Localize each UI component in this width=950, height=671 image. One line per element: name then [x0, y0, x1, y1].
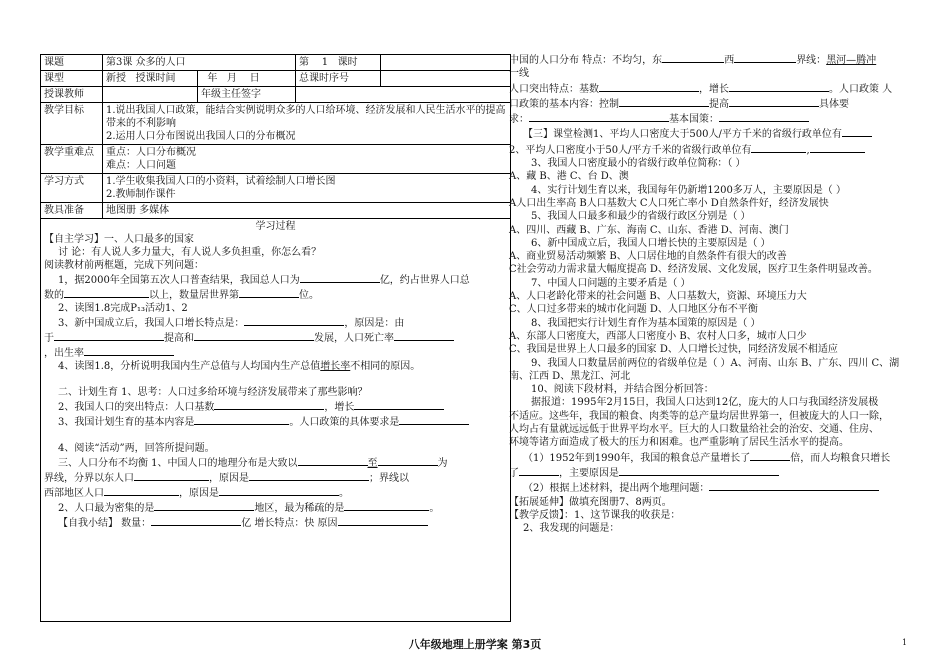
label-teacher: 授课教师	[41, 87, 103, 103]
r-test-2: 2、平均人口密度小于50人/平方千米的省级行政单位有	[509, 144, 752, 156]
r-q10-1: （1）1952年到1990年，我国的粮食总产量增长了	[523, 452, 751, 464]
page-number: 1	[902, 638, 908, 647]
r-material-2: 不适应。这些年，我国的粮食、肉类等的总产量均居世界第一，但被庞大的人口一除，	[509, 410, 889, 422]
r-test-7: 7、中国人口问题的主要矛盾是（ ）	[531, 277, 691, 289]
lesson-table	[40, 54, 511, 622]
sign-label: 年级主任签字	[198, 87, 296, 103]
blank-field[interactable]	[84, 345, 174, 356]
session-number: 1	[321, 57, 329, 68]
blank-field[interactable]	[734, 52, 796, 63]
r-feedback: 【教学反馈】：1、这节课我的收获是：	[509, 509, 681, 521]
blank-field[interactable]	[719, 111, 809, 122]
focus-difficulty: 难点：人口问题	[106, 160, 176, 171]
sec2-q3-b: 。人口政策的具体要求是	[289, 417, 400, 428]
r-test-5-options: A、四川、西藏 B、广东、海南 C、山东、香港 D、河南、澳门	[509, 224, 789, 236]
lesson-type: 新授	[106, 73, 126, 84]
row-tools	[41, 203, 511, 219]
row-method	[41, 174, 511, 203]
r-q10-1-c: 了	[509, 467, 519, 479]
r-test-3-options: A、藏 B、港 C、台 D、澳	[509, 171, 629, 183]
seq-label: 总课时序号	[296, 71, 381, 87]
year-label: 年	[207, 73, 218, 84]
r-feature-c: 。人口政策 人	[829, 83, 893, 95]
method-2: 2.教师制作课件	[106, 189, 176, 200]
blank-field[interactable]	[151, 515, 241, 526]
blank-field[interactable]	[194, 414, 289, 425]
r-policy-b: 提高	[709, 98, 729, 110]
blank-field[interactable]	[729, 81, 829, 92]
r-boundary-line-b: 一线	[509, 68, 529, 80]
sec2-q2: 2、我国人口的突出特点：人口基数	[58, 402, 215, 413]
r-material-4: 环境等诸方面造成了极大的压力和困难。也严重影响了居民生活水平的提高。	[509, 437, 849, 449]
blank-field[interactable]	[619, 96, 709, 107]
r-test-4-options: A人口出生率高 B人口基数大 C人口死亡率小 D自然条件好，经济发展快	[509, 197, 829, 209]
r-distribution-c: 界线：	[796, 55, 827, 66]
q3-text-d: 提高和	[164, 333, 194, 344]
blank-field[interactable]	[394, 330, 454, 341]
q3-text-b: ，原因是：由	[344, 318, 405, 329]
label-tools: 教具准备	[41, 203, 103, 219]
label-method: 学习方式	[41, 174, 103, 203]
blank-field[interactable]	[354, 399, 444, 410]
sec3-q1-i: 。	[339, 488, 349, 499]
q3-text-f: ，出生率	[44, 348, 84, 359]
r-test-7-options-a: A、人口老龄化带来的社会问题 B、人口基数大，资源、环境压力大	[509, 291, 807, 303]
q2-text: 2、读图1.8完成P₁₃活动1、2	[58, 303, 188, 314]
sec3-q1-b: 至	[367, 458, 378, 469]
q3-text-e: 发展，人口死亡率	[314, 333, 394, 344]
method-1: 1.学生收集我国人口的小资料，试着绘制人口增长图	[106, 176, 336, 187]
r-material-3: 人均占有量就远远低于世界平均水平。巨大的人口数量给社会的治安、交通、住房、	[509, 424, 879, 436]
blank-field[interactable]	[810, 142, 865, 153]
r-test-8-options-b: C、我国是世界上人口最多的国家 D、人口增长过快，同经济发展不相适应	[509, 344, 838, 356]
blank-field[interactable]	[378, 455, 438, 466]
row-focus	[41, 145, 511, 174]
blank-field[interactable]	[842, 126, 872, 137]
r-policy-e: 基本国策：	[669, 114, 719, 126]
blank-field[interactable]	[134, 470, 209, 481]
r-distribution: 中国的人口分布 特点：不均匀，东	[509, 55, 663, 66]
discussion: 讨 论：有人说人多力量大，有人说人多负担重，你怎么看？	[58, 247, 322, 258]
blank-field[interactable]	[194, 330, 314, 341]
blank-field[interactable]	[54, 330, 164, 341]
r-test-7-options-b: C、人口过多带来的城市化问题 D、人口地区分布不平衡	[509, 304, 758, 316]
q4-text-b: 不相同的原因。	[350, 361, 421, 372]
month-label: 月	[226, 73, 237, 84]
blank-field[interactable]	[104, 485, 179, 496]
label-goals: 教学目标	[41, 103, 103, 145]
r-test-9-options: 南、江西 D、黑龙江、河北	[509, 370, 631, 382]
row-process	[41, 219, 511, 622]
sec3-q2: 2、人口最为密集的是	[58, 503, 155, 514]
focus-key: 重点：人口分布概况	[106, 147, 196, 158]
page-footer: 八年级地理上册学案 第3页	[408, 638, 542, 651]
r-test-4: 4、实行计划生育以来，我国每年仍新增1200多万人，主要原因是（ ）	[531, 184, 846, 196]
session-cell	[296, 55, 381, 71]
r-test-10: 10、阅读下段材料，并结合图分析回答：	[531, 384, 714, 396]
sec3-q1-c: 为	[437, 458, 448, 469]
goal-1: 1.说出我国人口政策，能结合实例说明众多的人口给环境、经济发展和人民生活水平的提高带来的不利影响	[106, 105, 506, 129]
blank-field[interactable]	[219, 485, 339, 496]
label-type: 课型	[41, 71, 103, 87]
r-test-5: 5、我国人口最多和最少的省级行政区分别是（ ）	[531, 211, 751, 223]
blank-field[interactable]	[529, 111, 669, 122]
q1-text-b: 亿，约占世界人口总	[379, 275, 470, 286]
r-policy: 口政策的基本内容：控制	[509, 98, 619, 110]
session-suffix: 课时	[337, 57, 358, 68]
label-focus: 教学重难点	[41, 145, 103, 174]
blank-field[interactable]	[750, 450, 790, 461]
r-policy-d: 求：	[509, 114, 529, 126]
blank-field[interactable]	[298, 455, 368, 466]
blank-field[interactable]	[300, 272, 380, 283]
blank-field[interactable]	[64, 287, 149, 298]
blank-field[interactable]	[619, 465, 779, 476]
r-extension: 【拓展延伸】做填充图册7、8两页。	[509, 496, 672, 508]
blank-field[interactable]	[662, 52, 724, 63]
blank-field[interactable]	[729, 96, 819, 107]
lesson-title: 第3课 众多的人口	[103, 55, 296, 71]
summary-b: 亿 增长特点：快 原因	[241, 518, 338, 529]
day-label: 日	[249, 73, 260, 84]
right-column: 中国的人口分布 特点：不均匀，东 西 界线：黑河—腾冲 一线 人口突出特点：基数 ，增长 。人口政策 人 口政策的基本内容：控制 提高 具体要 求： 基本国策： 【三】课堂检测1、平均人口密度大于500人/平方千米的省级行政单位有 2、平均人口密度小于50人/平方千米的省级行政单位有 , 3、我国人口密度最小的省级行政单位简称：（ ） A、藏 B、港 C、台 D、澳 4、实行计划生育以来，我国每年仍新增1200多万人，主要原因是（ ） A人口出生率高 B人口基数大 C人口死亡率小 D自然条件好，经济发展快 5、我国人口最多和最少的省级行政区分别是（ ） A、四川、西藏 B、广东、海南 C、山东、香港 D、河南、澳门 6、新中国成立后，我国人口增长快的主要原因是（ ） A、商业贸易活动频繁 B、人口居住地的自然条件有很大的改善 C社会劳动力需求量大幅度提高 D、经济发展、文化发展，医疗卫生条件明显改善。 7、中国人口问题的主要矛盾是（ ） A、人口老龄化带来的社会问题 B、人口基数大，资源、环境压力大 C、人口过多带来的城市化问题 D、人口地区分布不平衡 8、我国把实行计划生育作为基本国策的原因是（ ） A、东部人口密度大，西部人口密度小 B、农村人口多，城市人口少 C、我国是世界上人口最多的国家 D、人口增长过快，同经济发展不相适应 9、我国人口数量居前两位的省级单位是（ ）A、河南、山东 B、广东、四川 C、湖 南、江西 D、黑龙江、河北 10、阅读下段材料，并结合图分析回答： 据报道：1995年2月15日，我国人口达到12亿，庞大的人口与我国经济发展极 不适应。这些年，我国的粮食、肉类等的总产量均居世界第一，但被庞大的人口一除， 人均占有量就远远低于世界平均水平。巨大的人口数量给社会的治安、交通、住房、 环境等诸方面造成了极大的压力和困难。也严重影响了居民生活水平的提高。 （1）1952年到1990年，我国的粮食总产量增长了 倍，而人均粮食只增长 了 ，主要原因是 （2）根据上述材料，提出两个地理问题： 【拓展延伸】做填充图册7、8两页。 【教学反馈】：1、这节课我的收获是： 2、我发现的问题是：	[509, 52, 917, 535]
r-boundary-line: 黑河—腾冲	[826, 55, 877, 66]
goal-2: 2.运用人口分布图说出我国人口的分布概况	[106, 131, 296, 142]
r-distribution-b: 西	[724, 55, 735, 66]
r-test-8: 8、我国把实行计划生育作为基本国策的原因是（ ）	[531, 317, 761, 329]
sec2-q3: 3、我国计划生育的基本内容是	[58, 417, 195, 428]
r-test-8-options-a: A、东部人口密度大，西部人口密度小 B、农村人口多，城市人口少	[509, 330, 807, 342]
blank-field[interactable]	[519, 465, 559, 476]
blank-field[interactable]	[239, 287, 299, 298]
blank-field[interactable]	[599, 81, 699, 92]
r-feature-b: ，增长	[699, 83, 729, 95]
sec3-q1-h: ，原因是	[179, 488, 219, 499]
blank-field[interactable]	[154, 500, 254, 511]
blank-field[interactable]	[249, 470, 369, 481]
row-topic	[41, 55, 511, 71]
sec2-q4: 4、阅读“活动”两，回答所提问题。	[58, 443, 215, 454]
sec3-q1-f: ；界线以	[369, 473, 409, 484]
sec3-q1-g: 西部地区人口	[44, 488, 104, 499]
r-test-6-options-a: A、商业贸易活动频繁 B、人口居住地的自然条件有很大的改善	[509, 251, 787, 263]
blank-field[interactable]	[709, 480, 879, 491]
label-topic: 课题	[41, 55, 103, 71]
q4-text: 4、读图1.8，分析说明我国内生产总值与人均国内生产总值	[58, 361, 321, 372]
row-goals	[41, 103, 511, 145]
sec3-q2-c: 。	[429, 503, 440, 514]
q1-text-d: 以上，数量居世界第	[149, 290, 239, 301]
blank-field[interactable]	[244, 315, 344, 326]
section-two-heading: 二、计划生育 1、思考：人口过多给环境与经济发展带来了那些影响？	[58, 387, 368, 398]
r-test-1: 【三】课堂检测1、平均人口密度大于500人/平方千米的省级行政单位有	[523, 129, 842, 141]
self-study-heading: 【自主学习】一、人口最多的国家	[44, 234, 194, 245]
blank-field[interactable]	[214, 399, 324, 410]
r-feature: 人口突出特点：基数	[509, 83, 599, 95]
r-test-6-options-b: C社会劳动力需求量大幅度提高 D、经济发展、文化发展，医疗卫生条件明显改善。	[509, 264, 878, 276]
r-q10-2: （2）根据上述材料，提出两个地理问题：	[523, 483, 710, 495]
r-test-6: 6、新中国成立后，我国人口增长快的主要原因是（ ）	[531, 237, 771, 249]
q4-underlined: 增长率	[320, 361, 351, 372]
r-feedback-2: 2、我发现的问题是：	[523, 523, 620, 535]
r-material-1: 据报道：1995年2月15日，我国人口达到12亿，庞大的人口与我国经济发展极	[531, 397, 879, 409]
session-prefix: 第	[299, 57, 310, 68]
sec3-q2-b: 地区，最为稀疏的是	[254, 503, 345, 514]
q3-text: 3、新中国成立后，我国人口增长特点是：	[58, 318, 245, 329]
summary: 【自我小结】 数量：	[58, 518, 152, 529]
sec3-q1-d: 界线，分界以东人口	[44, 473, 134, 484]
sec3-q1-e: ，原因是	[209, 473, 249, 484]
time-label: 授课时间	[135, 73, 176, 84]
blank-field[interactable]	[344, 500, 429, 511]
row-type	[41, 71, 511, 87]
blank-field[interactable]	[399, 414, 469, 425]
r-q10-1-b: 倍，而人均粮食只增长	[790, 452, 891, 464]
q1-text-e: 位。	[299, 290, 319, 301]
q1-text: 1，据2000年全国第五次人口普查结果，我国总人口为	[58, 275, 300, 286]
r-policy-c: 具体要	[819, 98, 849, 110]
r-test-3: 3、我国人口密度最小的省级行政单位简称：（ ）	[531, 158, 746, 170]
q3-text-c: 于	[44, 333, 54, 344]
blank-field[interactable]	[338, 515, 428, 526]
r-q10-1-d: ，主要原因是	[559, 467, 619, 479]
blank-field[interactable]	[751, 142, 806, 153]
r-test-9: 9、我国人口数量居前两位的省级单位是（ ）A、河南、山东 B、广东、四川 C、湖	[531, 357, 900, 369]
sec3-q1: 三、人口分布不均衡 1、中国人口的地理分布是大致以	[58, 458, 298, 469]
q1-text-c: 数的	[44, 290, 64, 301]
tools-value: 地图册 多媒体	[103, 203, 511, 219]
process-title: 学习过程	[255, 221, 296, 232]
sec2-q2-b: ，增长	[324, 402, 355, 413]
reading-instruction: 阅读教材前两框题，完成下列问题：	[44, 260, 204, 271]
row-teacher	[41, 87, 511, 103]
